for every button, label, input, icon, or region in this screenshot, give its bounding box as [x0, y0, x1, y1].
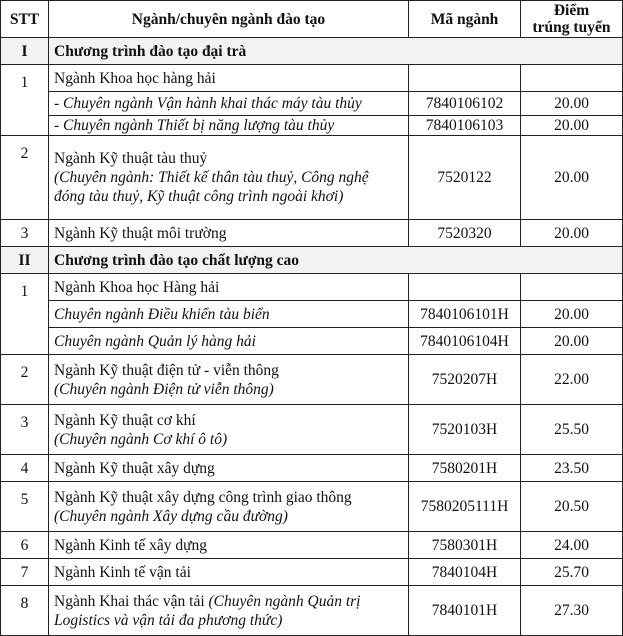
row-name: Chuyên ngành Điều khiển tàu biển	[49, 301, 409, 328]
row-score	[521, 65, 623, 92]
table-row	[1, 559, 623, 586]
section-roman: II	[1, 247, 49, 274]
row-subtitle: (Chuyên ngành Xây dựng cầu đường)	[54, 507, 288, 525]
row-stt: 1	[1, 65, 49, 136]
row-score: 20.00	[521, 220, 623, 247]
table-row	[1, 65, 623, 92]
row-stt: 4	[1, 455, 49, 482]
row-name: Ngành Khoa học Hàng hải	[49, 274, 409, 301]
row-name: Ngành Kỹ thuật điện tử - viễn thông	[54, 361, 279, 379]
row-code: 7520320	[409, 220, 521, 247]
row-code: 7840101H	[409, 586, 521, 636]
row-stt: 3	[1, 405, 49, 455]
row-code: 7580301H	[409, 532, 521, 559]
table-row	[1, 301, 623, 328]
section-title: Chương trình đào tạo đại trà	[49, 38, 623, 65]
table-row	[1, 220, 623, 247]
row-score: 20.00	[521, 136, 623, 220]
row-name: Ngành Kỹ thuật tàu thuỷ	[54, 150, 208, 167]
row-name: Ngành Kinh tế xây dựng	[49, 532, 409, 559]
table-row	[1, 532, 623, 559]
row-subtitle: (Chuyên ngành Quản trị Logistics và vận tải đa phương thức)	[54, 592, 361, 629]
table-row	[1, 586, 623, 636]
row-code: 7580205111H	[409, 482, 521, 532]
row-code	[409, 274, 521, 301]
table-row	[1, 136, 623, 220]
row-code: 7580201H	[409, 455, 521, 482]
row-score: 23.50	[521, 455, 623, 482]
row-subtitle: (Chuyên ngành Điện tử viễn thông)	[54, 380, 274, 398]
row-name: Ngành Kỹ thuật môi trường	[49, 220, 409, 247]
row-code: 7840106104H	[409, 328, 521, 355]
row-name: Ngành Khoa học hàng hải	[49, 65, 409, 92]
table-row	[1, 455, 623, 482]
row-score: 25.70	[521, 559, 623, 586]
table-row	[1, 92, 623, 116]
row-name: - Chuyên ngành Thiết bị năng lượng tàu thủy	[49, 116, 409, 136]
header-stt: STT	[1, 1, 49, 38]
row-code: 7840106102	[409, 92, 521, 116]
row-code: 7520103H	[409, 405, 521, 455]
row-code: 7520207H	[409, 355, 521, 405]
row-code: 7840106101H	[409, 301, 521, 328]
header-diem	[521, 1, 623, 38]
row-stt: 6	[1, 532, 49, 559]
header-nganh: Ngành/chuyên ngành đào tạo	[49, 1, 409, 38]
row-code: 7840106103	[409, 116, 521, 136]
row-score	[521, 274, 623, 301]
row-name: Ngành Kỹ thuật cơ khí	[54, 411, 196, 429]
section-row	[1, 247, 623, 274]
section-title: Chương trình đào tạo chất lượng cao	[49, 247, 623, 274]
row-name: Chuyên ngành Quản lý hàng hải	[49, 328, 409, 355]
row-name: Ngành Kinh tế vận tải	[49, 559, 409, 586]
table-row	[1, 482, 623, 532]
row-subtitle: (Chuyên ngành: Thiết kế thân tàu thuỷ, Công nghệ đóng tàu thuỷ, Kỹ thuật công trình ngoài khơi)	[54, 169, 369, 205]
header-ma-nganh: Mã ngành	[409, 1, 521, 38]
row-name-cell	[49, 482, 409, 532]
row-score: 24.00	[521, 532, 623, 559]
row-code	[409, 65, 521, 92]
table-row	[1, 116, 623, 136]
row-score: 20.00	[521, 301, 623, 328]
header-diem-line2: trúng tuyển	[532, 19, 611, 36]
row-name-cell	[49, 405, 409, 455]
table-row	[1, 405, 623, 455]
row-name: Ngành Kỹ thuật xây dựng	[49, 455, 409, 482]
table-row	[1, 274, 623, 301]
row-stt: 8	[1, 586, 49, 636]
row-stt: 3	[1, 220, 49, 247]
section-roman: I	[1, 38, 49, 65]
table-row	[1, 328, 623, 355]
row-stt: 5	[1, 482, 49, 532]
row-code: 7840104H	[409, 559, 521, 586]
row-stt: 1	[1, 274, 49, 355]
header-diem-line1: Điểm	[553, 2, 590, 19]
row-score: 25.50	[521, 405, 623, 455]
row-name-cell	[49, 136, 409, 220]
row-score: 20.00	[521, 328, 623, 355]
row-score: 27.30	[521, 586, 623, 636]
row-name: Ngành Khai thác vận tải	[54, 592, 205, 610]
row-name: Ngành Kỹ thuật xây dựng công trình giao thông	[54, 488, 352, 506]
row-name-cell	[49, 355, 409, 405]
row-stt: 2	[1, 136, 49, 220]
row-stt: 7	[1, 559, 49, 586]
row-stt: 2	[1, 355, 49, 405]
row-subtitle: (Chuyên ngành Cơ khí ô tô)	[54, 430, 228, 448]
table-row	[1, 355, 623, 405]
row-score: 20.50	[521, 482, 623, 532]
row-score: 20.00	[521, 116, 623, 136]
section-row	[1, 38, 623, 65]
row-score: 20.00	[521, 92, 623, 116]
row-code: 7520122	[409, 136, 521, 220]
row-score: 22.00	[521, 355, 623, 405]
row-name: - Chuyên ngành Vận hành khai thác máy tàu thủy	[49, 92, 409, 116]
row-name-cell	[49, 586, 409, 636]
table-header	[1, 1, 623, 38]
